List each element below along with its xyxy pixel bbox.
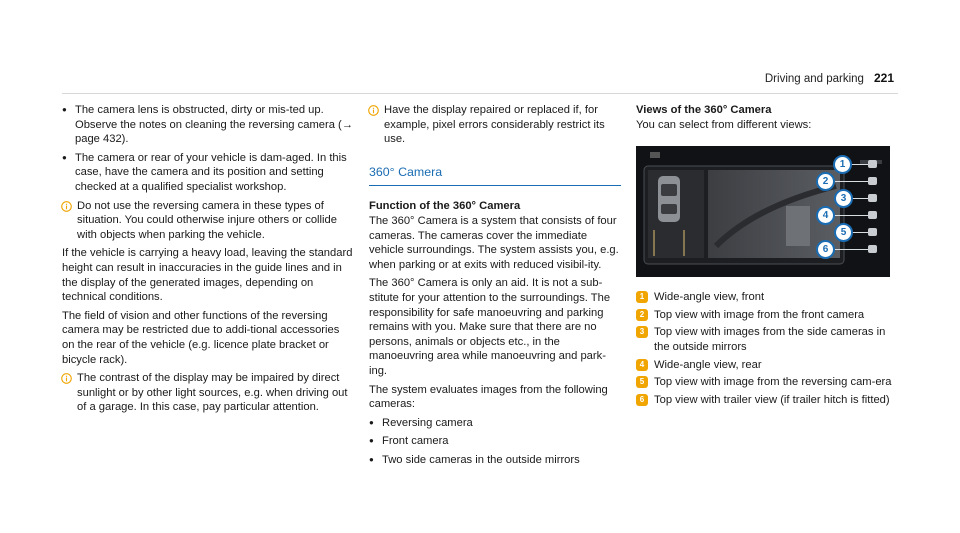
view-mode-icon [868,211,877,219]
view-description: Wide-angle view, front [654,291,765,304]
views-heading: Views of the 360° Camera [636,104,772,116]
views-intro: You can select from different views: [636,118,812,131]
paragraph: The system evaluates images from the following cameras: [369,383,608,411]
note-text: Do not use the reversing camera in these types of situation. You could otherwise injure others or collide with objects when parking the vehicle. [77,199,337,241]
paragraph: If the vehicle is carrying a heavy load, leaving the standard height can result in inaccuracies in the guide lines and in the display of the generated images, depending on technical conditions. [62,247,353,304]
note-text: The contrast of the display may be impaired by direct sunlight or by other light sources, e.g. when driving out of a garage. In this case, pay particular attention. [77,372,348,414]
view-description: Top view with image from the reversing cam-era [654,376,892,389]
callout-leader-line [834,215,868,216]
views-legend [636,290,898,407]
page-number: 221 [873,71,894,85]
view-description: Top view with image from the front camera [654,308,865,321]
camera-display-photo [636,146,890,277]
column-middle [369,103,621,471]
view-number-badge: 4 [636,359,648,371]
camera-item: Two side cameras in the outside mirrors [382,453,580,466]
header-rule [62,93,898,94]
camera-item: Front camera [382,435,449,448]
view-mode-icon [868,177,877,185]
list-item [369,434,621,449]
view-description: Top view with trailer view (if trailer hitch is fitted) [654,393,890,406]
note [369,103,621,147]
view-number-badge: 1 [636,291,648,303]
view-description: Wide-angle view, rear [654,358,762,371]
view-description: Top view with images from the side cameras in the outside mirrors [654,326,886,353]
callout-number: 4 [816,206,835,225]
callout-leader-line [852,198,868,199]
view-legend-item [636,358,898,373]
view-legend-item [636,393,898,408]
bullet-icon: ● [369,417,374,427]
view-legend-item [636,308,898,323]
info-note-icon [368,103,384,147]
view-number-badge: 3 [636,326,648,338]
list-item [369,453,621,468]
callout-leader-line [834,249,868,250]
view-mode-icon [868,194,877,202]
callout-number: 2 [816,172,835,191]
column-right [636,103,898,410]
callout-leader-line [834,181,868,182]
bullet-icon: ● [369,454,374,464]
section-heading: 360° Camera [369,165,621,187]
view-number-badge: 6 [636,394,648,406]
view-legend-item [636,325,898,354]
bullet-icon: ● [62,105,67,114]
list-item [369,416,621,431]
bullet-icon: ● [62,152,67,162]
list-item [62,151,354,195]
column-left [62,103,354,419]
callout-leader-line [852,232,868,233]
callout-number: 6 [816,240,835,259]
bullet-text: The camera lens is obstructed, dirty or mis-ted up. Observe the notes on cleaning the reversing camera (→ page 432). [75,104,353,146]
list-item [62,103,354,147]
bullet-text: The camera or rear of your vehicle is dam-aged. In this case, have the camera and its position and setting checked at a qualified specialist workshop. [75,151,347,193]
note [62,199,354,243]
view-number-badge: 2 [636,309,648,321]
paragraph: The field of vision and other functions of the reversing camera may be restricted due to addi-tional accessories on the rear of the vehicle (e.g. licence plate bracket or bicycle rack). [62,309,340,366]
view-mode-icon [868,160,877,168]
view-legend-item [636,290,898,305]
view-mode-icon [868,245,877,253]
callout-leader-line [851,164,868,165]
info-note-icon [61,371,77,415]
view-legend-item [636,375,898,390]
callout-number: 5 [834,223,853,242]
bullet-icon: ● [369,436,374,446]
section-title: Driving and parking [764,73,864,85]
info-note-icon [61,199,77,243]
note [62,371,354,415]
sub-heading: Function of the 360° Camera [369,200,521,213]
view-mode-icon [868,228,877,236]
callout-number: 1 [833,155,852,174]
note-text: Have the display repaired or replaced if, for example, pixel errors considerably restrict its use. [384,104,605,146]
page-header [765,71,894,87]
paragraph: The 360° Camera is only an aid. It is not a sub-stitute for your attention to the surroundings. The responsibility for safe manoeuvring and parking remains with you. Make sure that there are no persons, animals or objects etc., in the manoeuvring area while manoeuvring and park-ing. [369,277,611,377]
camera-item: Reversing camera [382,416,473,429]
view-number-badge: 5 [636,376,648,388]
paragraph: The 360° Camera is a system that consists of four cameras. The cameras cover the immediate vehicle surroundings. The system assists you, e.g. when parking or at exits with reduced visibil-ity. [369,214,619,271]
callout-number: 3 [834,189,853,208]
